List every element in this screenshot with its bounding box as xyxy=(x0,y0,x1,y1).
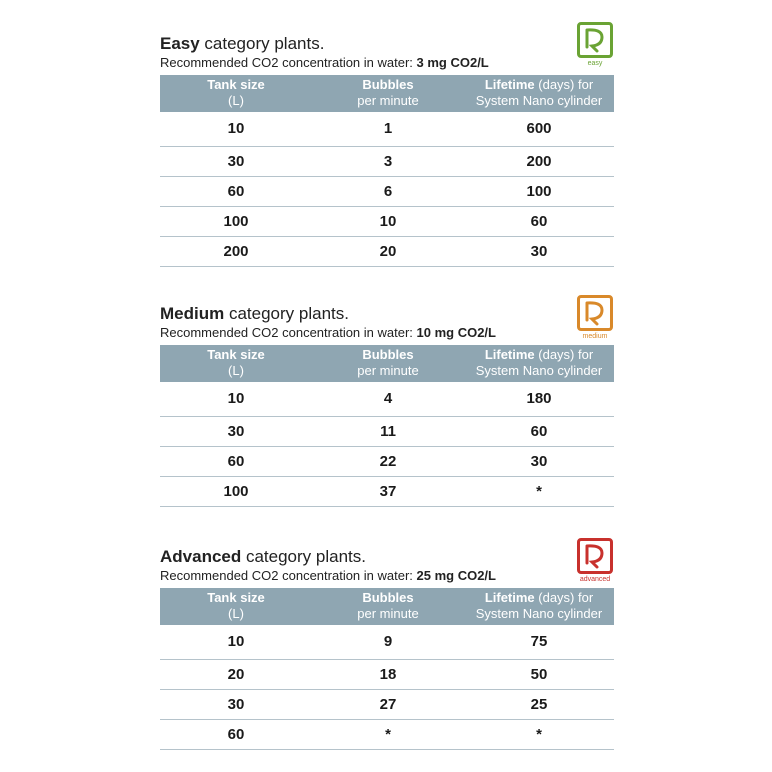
cell-bubbles: 10 xyxy=(312,206,464,236)
table-row xyxy=(160,206,614,236)
table-row xyxy=(160,719,614,749)
easy-section xyxy=(160,34,614,267)
cell-bubbles: * xyxy=(312,719,464,749)
header-bubbles: Bubbles per minute xyxy=(312,75,464,112)
cell-tank-size: 200 xyxy=(160,236,312,266)
header-bubbles: Bubbles per minute xyxy=(312,588,464,625)
cell-bubbles: 1 xyxy=(312,112,464,146)
cell-bubbles: 9 xyxy=(312,625,464,659)
medium-leaf-icon xyxy=(577,295,613,331)
header-tank-size: Tank size (L) xyxy=(160,345,312,382)
section-subtitle: Recommended CO2 concentration in water: 10 mg CO2/L xyxy=(160,325,496,340)
table-row xyxy=(160,416,614,446)
table-row xyxy=(160,236,614,266)
table-row xyxy=(160,659,614,689)
cell-lifetime: 30 xyxy=(464,446,614,476)
medium-section xyxy=(160,304,614,507)
cell-lifetime: 600 xyxy=(464,112,614,146)
advanced-leaf-icon xyxy=(577,538,613,574)
cell-lifetime: 100 xyxy=(464,176,614,206)
cell-bubbles: 11 xyxy=(312,416,464,446)
header-tank-size: Tank size (L) xyxy=(160,588,312,625)
table-row xyxy=(160,176,614,206)
table-header-row xyxy=(160,588,614,625)
section-title: Easy category plants. xyxy=(160,34,325,53)
table-header-row xyxy=(160,345,614,382)
cell-bubbles: 3 xyxy=(312,146,464,176)
cell-lifetime: 60 xyxy=(464,206,614,236)
cell-bubbles: 20 xyxy=(312,236,464,266)
section-title: Advanced category plants. xyxy=(160,547,366,566)
section-title: Medium category plants. xyxy=(160,304,349,323)
cell-bubbles: 37 xyxy=(312,476,464,506)
cell-lifetime: 30 xyxy=(464,236,614,266)
cell-lifetime: * xyxy=(464,719,614,749)
header-tank-size: Tank size (L) xyxy=(160,75,312,112)
table-header-row xyxy=(160,75,614,112)
cell-lifetime: 50 xyxy=(464,659,614,689)
header-bubbles: Bubbles per minute xyxy=(312,345,464,382)
section-subtitle: Recommended CO2 concentration in water: 3 mg CO2/L xyxy=(160,55,489,70)
cell-tank-size: 10 xyxy=(160,112,312,146)
header-lifetime: Lifetime (days) for System Nano cylinder xyxy=(464,75,614,112)
table-row xyxy=(160,625,614,659)
table-row xyxy=(160,446,614,476)
cell-tank-size: 30 xyxy=(160,689,312,719)
cell-bubbles: 22 xyxy=(312,446,464,476)
cell-tank-size: 20 xyxy=(160,659,312,689)
header-lifetime: Lifetime (days) for System Nano cylinder xyxy=(464,345,614,382)
cell-tank-size: 60 xyxy=(160,446,312,476)
cell-bubbles: 6 xyxy=(312,176,464,206)
header-lifetime: Lifetime (days) for System Nano cylinder xyxy=(464,588,614,625)
table-row xyxy=(160,112,614,146)
cell-lifetime: 25 xyxy=(464,689,614,719)
easy-table xyxy=(160,75,614,267)
easy-leaf-icon xyxy=(577,22,613,58)
cell-tank-size: 60 xyxy=(160,176,312,206)
cell-bubbles: 27 xyxy=(312,689,464,719)
easy-logo-label: easy xyxy=(587,60,603,67)
medium-logo-label: medium xyxy=(582,333,608,340)
medium-table xyxy=(160,345,614,507)
table-row xyxy=(160,689,614,719)
cell-lifetime: 60 xyxy=(464,416,614,446)
cell-bubbles: 18 xyxy=(312,659,464,689)
cell-lifetime: * xyxy=(464,476,614,506)
table-row xyxy=(160,382,614,416)
cell-lifetime: 180 xyxy=(464,382,614,416)
table-row xyxy=(160,146,614,176)
cell-lifetime: 75 xyxy=(464,625,614,659)
cell-lifetime: 200 xyxy=(464,146,614,176)
cell-tank-size: 30 xyxy=(160,416,312,446)
table-row xyxy=(160,476,614,506)
advanced-section xyxy=(160,547,614,750)
section-subtitle: Recommended CO2 concentration in water: 25 mg CO2/L xyxy=(160,568,496,583)
cell-tank-size: 30 xyxy=(160,146,312,176)
cell-tank-size: 10 xyxy=(160,382,312,416)
cell-bubbles: 4 xyxy=(312,382,464,416)
advanced-table xyxy=(160,588,614,750)
cell-tank-size: 100 xyxy=(160,476,312,506)
cell-tank-size: 100 xyxy=(160,206,312,236)
cell-tank-size: 10 xyxy=(160,625,312,659)
cell-tank-size: 60 xyxy=(160,719,312,749)
advanced-logo-label: advanced xyxy=(579,576,611,583)
